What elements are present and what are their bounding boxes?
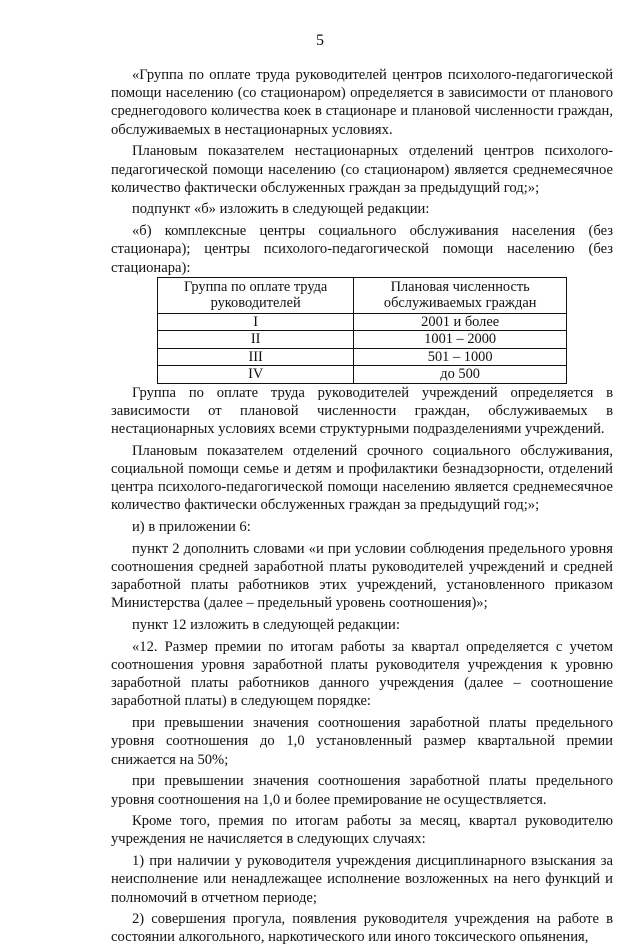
table-cell: I — [158, 313, 354, 331]
paragraph: «б) комплексные центры социального обслуживания населения (без стационара); центры психолого-педагогической помощи населению (без стационара): — [111, 223, 613, 276]
table-cell: до 500 — [354, 366, 567, 384]
paragraph: и) в приложении 6: — [132, 519, 251, 536]
paragraph: «Группа по оплате труда руководителей центров психолого-педагогической помощи населению (со стационаром) определяется в зависимости от планового среднегодового количества коек в стационаре и плановой численности граждан, обслуживаемых в нестационарных условиях. — [111, 67, 613, 138]
table-header-cell: Плановая численность обслуживаемых граждан — [354, 277, 567, 313]
document-body — [111, 66, 613, 950]
paragraph: Плановым показателем нестационарных отделений центров психолого-педагогической помощи населению (со стационаром) является среднемесячное количество фактически обслуженных граждан за предыдущий год;»; — [111, 143, 613, 196]
table-cell: 1001 – 2000 — [354, 331, 567, 349]
paragraph: 2) совершения прогула, появления руководителя учреждения на работе в состоянии алкогольного, наркотического или иного токсического опьянения, — [111, 911, 613, 946]
paragraph: 1) при наличии у руководителя учреждения дисциплинарного взыскания за неисполнение или ненадлежащее исполнение возложенных на него функций и полномочий в отчетном периоде; — [111, 853, 613, 906]
table-header-row — [158, 277, 567, 313]
table-row — [158, 331, 567, 349]
paragraph: пункт 2 дополнить словами «и при условии соблюдения предельного уровня соотношения средней заработной платы руководителей учреждений и средней заработной платы работников этих учреждений, установленного приказом Министерства (далее – предельный уровень соотношения)»; — [111, 540, 613, 612]
table-row — [158, 313, 567, 331]
table-cell: II — [158, 331, 354, 349]
paragraph: при превышении значения соотношения заработной платы предельного уровня соотношения до 1,0 установленный размер квартальной премии снижается на 50%; — [111, 715, 613, 768]
paragraph: Группа по оплате труда руководителей учреждений определяется в зависимости от плановой численности граждан, обслуживаемых в нестационарных условиях всеми структурными подразделениями учреждений. — [111, 384, 613, 438]
table-row — [158, 348, 567, 366]
page-number: 5 — [316, 32, 324, 49]
table-cell: 501 – 1000 — [354, 348, 567, 366]
paragraph: Кроме того, премия по итогам работы за месяц, квартал руководителю учреждения не начисляется в следующих случаях: — [111, 813, 613, 848]
paragraph: Плановым показателем отделений срочного социального обслуживания, социальной помощи семье и детям и профилактики безнадзорности, отделений центра психолого-педагогической помощи населению является среднемесячное количество фактически обслуженных граждан за предыдущий год;»; — [111, 442, 613, 514]
table-header-cell: Группа по оплате труда руководителей — [158, 277, 354, 313]
paragraph: «12. Размер премии по итогам работы за квартал определяется с учетом соотношения уровня заработной платы руководителя учреждения к уровню заработной платы работников данного учреждения (далее – соотношение заработной платы) в следующем порядке: — [111, 638, 613, 710]
paragraph: подпункт «б» изложить в следующей редакции: — [132, 201, 430, 218]
table-cell: IV — [158, 366, 354, 384]
paragraph: при превышении значения соотношения заработной платы предельного уровня соотношения на 1,0 и более премирование не осуществляется. — [111, 773, 613, 808]
pay-group-table — [157, 277, 567, 384]
paragraph: пункт 12 изложить в следующей редакции: — [132, 617, 400, 634]
table-row — [158, 366, 567, 384]
table-cell: III — [158, 348, 354, 366]
table-cell: 2001 и более — [354, 313, 567, 331]
